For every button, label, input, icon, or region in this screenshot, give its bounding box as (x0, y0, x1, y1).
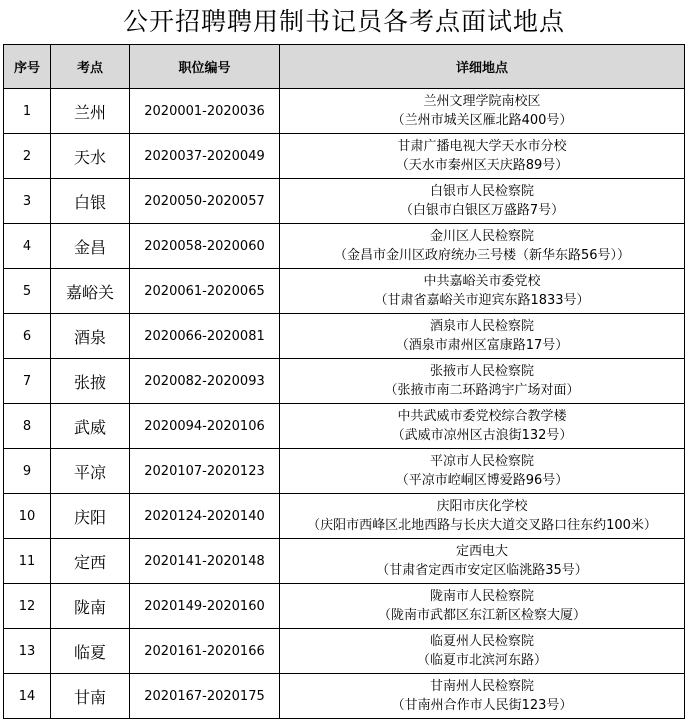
location-address: （甘南州合作市人民街123号） (391, 698, 573, 713)
position-code-range: 2020141-2020148 (130, 539, 280, 584)
exam-site: 张掖 (51, 359, 130, 404)
location-address: （陇南市武都区东江新区检察大厦） (377, 608, 586, 623)
table-row (4, 314, 685, 359)
detailed-location (280, 134, 685, 179)
position-code-range: 2020050-2020057 (130, 179, 280, 224)
position-code-range: 2020066-2020081 (130, 314, 280, 359)
location-address: （庆阳市西峰区北地西路与长庆大道交叉路口往东约100米） (307, 518, 657, 533)
location-address: （酒泉市肃州区富康路17号） (395, 338, 569, 353)
detailed-location (280, 449, 685, 494)
table-row (4, 224, 685, 269)
location-address: （甘肃省定西市安定区临洮路35号） (376, 563, 588, 578)
location-name: 平凉市人民检察院 (429, 454, 534, 469)
detailed-location (280, 314, 685, 359)
row-number: 2 (4, 134, 51, 179)
detailed-location (280, 674, 685, 719)
table-row (4, 629, 685, 674)
page-title: 公开招聘聘用制书记员各考点面试地点 (122, 7, 565, 36)
detailed-location (280, 584, 685, 629)
location-address: （天水市秦州区天庆路89号） (395, 158, 569, 173)
detailed-location (280, 494, 685, 539)
detailed-location (280, 629, 685, 674)
row-number: 4 (4, 224, 51, 269)
table-row (4, 674, 685, 719)
location-address: （甘肃省嘉峪关市迎宾东路1833号） (374, 293, 590, 308)
location-address: （临夏市北滨河东路） (416, 653, 547, 668)
exam-site: 平凉 (51, 449, 130, 494)
detailed-location (280, 224, 685, 269)
location-name: 陇南市人民检察院 (429, 589, 534, 604)
location-name: 临夏州人民检察院 (429, 634, 534, 649)
location-name: 庆阳市庆化学校 (436, 499, 528, 514)
interview-locations-table (3, 44, 685, 719)
table-row (4, 404, 685, 449)
table-row (4, 539, 685, 584)
row-number: 14 (4, 674, 51, 719)
exam-site: 白银 (51, 179, 130, 224)
location-address: （白银市白银区万盛路7号） (399, 203, 565, 218)
table-header-row (4, 45, 685, 89)
header-position-code: 职位编号 (130, 45, 280, 89)
exam-site: 酒泉 (51, 314, 130, 359)
table-row (4, 89, 685, 134)
location-name: 酒泉市人民检察院 (429, 319, 534, 334)
location-name: 兰州文理学院南校区 (423, 94, 541, 109)
row-number: 6 (4, 314, 51, 359)
detailed-location (280, 539, 685, 584)
location-name: 金川区人民检察院 (429, 229, 534, 244)
row-number: 8 (4, 404, 51, 449)
detailed-location (280, 404, 685, 449)
location-address: （金昌市金川区政府统办三号楼（新华东路56号）） (333, 248, 631, 263)
exam-site: 甘南 (51, 674, 130, 719)
location-name: 中共嘉峪关市委党校 (423, 274, 541, 289)
header-number: 序号 (4, 45, 51, 89)
header-exam-site: 考点 (51, 45, 130, 89)
location-name: 定西电大 (455, 544, 508, 559)
position-code-range: 2020061-2020065 (130, 269, 280, 314)
position-code-range: 2020094-2020106 (130, 404, 280, 449)
table-row (4, 179, 685, 224)
position-code-range: 2020124-2020140 (130, 494, 280, 539)
row-number: 7 (4, 359, 51, 404)
table-row (4, 584, 685, 629)
detailed-location (280, 269, 685, 314)
exam-site: 嘉峪关 (51, 269, 130, 314)
exam-site: 定西 (51, 539, 130, 584)
location-name: 甘南州人民检察院 (429, 679, 534, 694)
position-code-range: 2020167-2020175 (130, 674, 280, 719)
table-row (4, 494, 685, 539)
exam-site: 天水 (51, 134, 130, 179)
row-number: 12 (4, 584, 51, 629)
position-code-range: 2020001-2020036 (130, 89, 280, 134)
location-name: 张掖市人民检察院 (429, 364, 534, 379)
detailed-location (280, 89, 685, 134)
row-number: 9 (4, 449, 51, 494)
table-row (4, 269, 685, 314)
position-code-range: 2020161-2020166 (130, 629, 280, 674)
row-number: 3 (4, 179, 51, 224)
location-address: （兰州市城关区雁北路400号） (391, 113, 573, 128)
exam-site: 陇南 (51, 584, 130, 629)
table-row (4, 449, 685, 494)
row-number: 11 (4, 539, 51, 584)
location-name: 甘肃广播电视大学天水市分校 (397, 139, 567, 154)
table-row (4, 359, 685, 404)
location-name: 白银市人民检察院 (429, 184, 534, 199)
table-row (4, 134, 685, 179)
position-code-range: 2020058-2020060 (130, 224, 280, 269)
row-number: 10 (4, 494, 51, 539)
location-address: （武威市凉州区古浪街132号） (391, 428, 573, 443)
exam-site: 庆阳 (51, 494, 130, 539)
row-number: 5 (4, 269, 51, 314)
exam-site: 金昌 (51, 224, 130, 269)
position-code-range: 2020082-2020093 (130, 359, 280, 404)
row-number: 13 (4, 629, 51, 674)
exam-site: 武威 (51, 404, 130, 449)
location-name: 中共武威市委党校综合教学楼 (397, 409, 567, 424)
exam-site: 临夏 (51, 629, 130, 674)
header-detailed-location: 详细地点 (280, 45, 685, 89)
location-address: （张掖市南二环路鸿宇广场对面） (384, 383, 580, 398)
location-address: （平凉市崆峒区博爱路96号） (395, 473, 569, 488)
position-code-range: 2020037-2020049 (130, 134, 280, 179)
position-code-range: 2020149-2020160 (130, 584, 280, 629)
exam-site: 兰州 (51, 89, 130, 134)
row-number: 1 (4, 89, 51, 134)
detailed-location (280, 359, 685, 404)
position-code-range: 2020107-2020123 (130, 449, 280, 494)
detailed-location (280, 179, 685, 224)
